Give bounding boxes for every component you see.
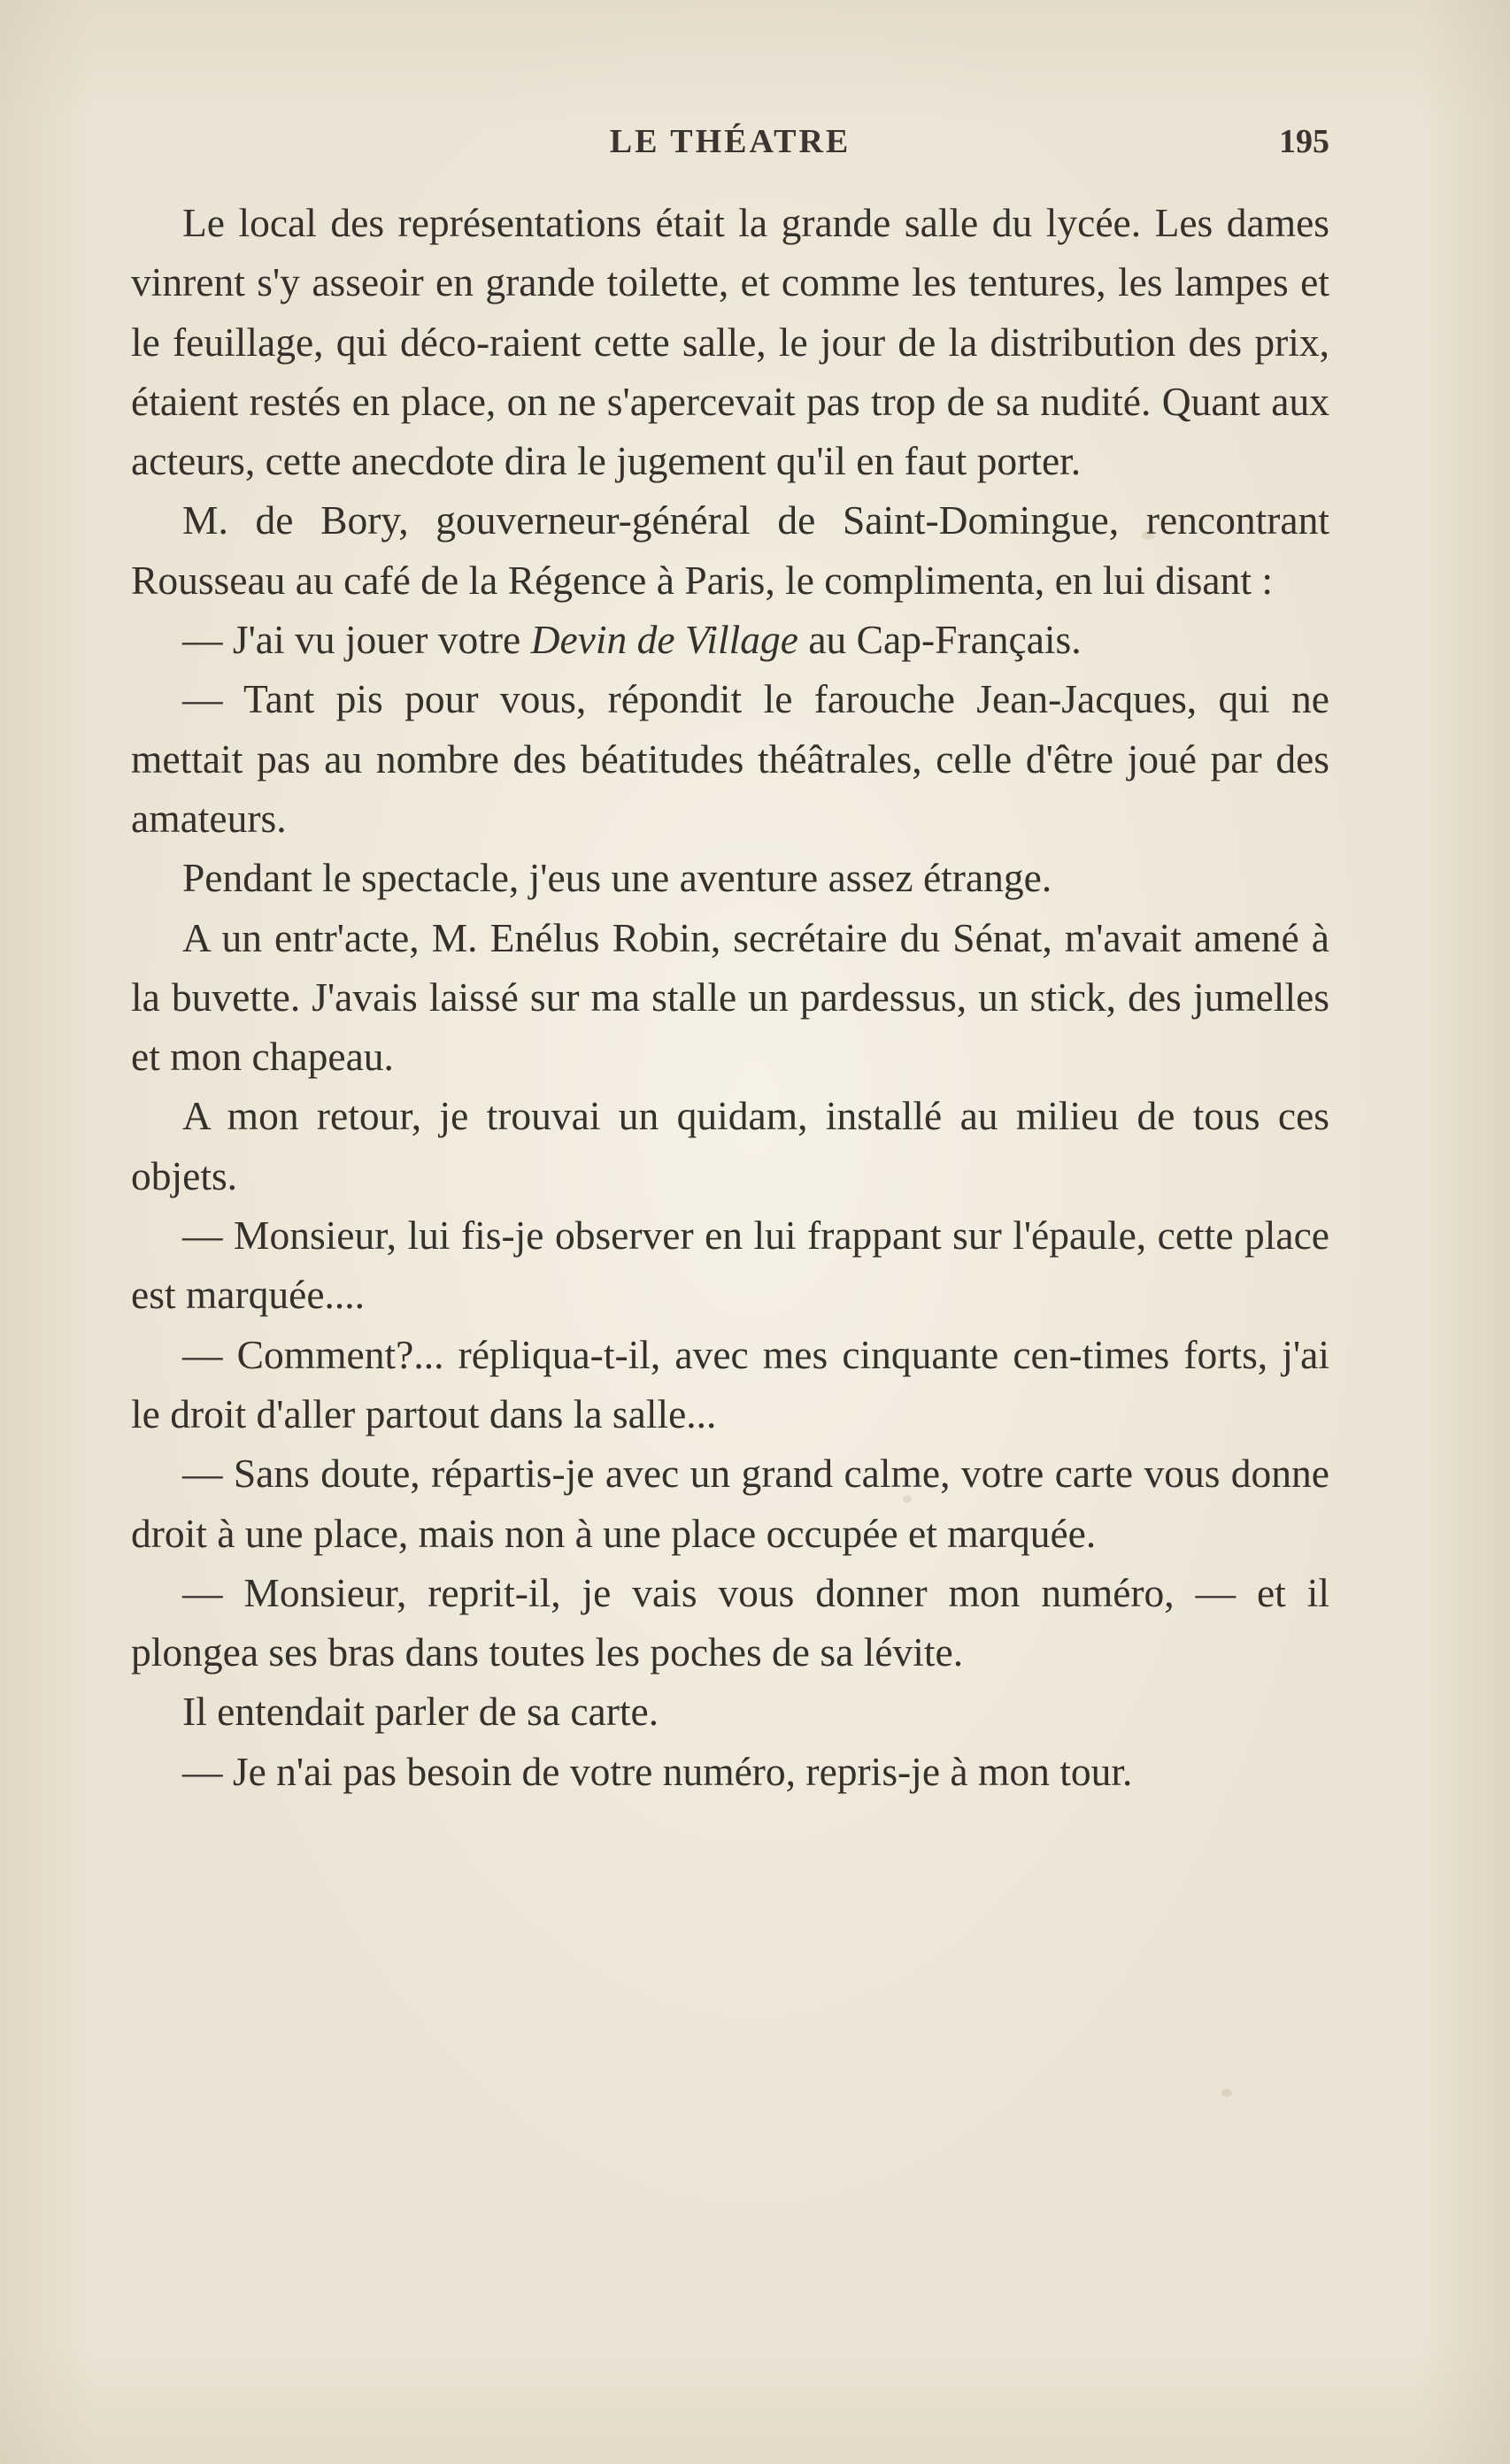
paragraph: A un entr'acte, M. Enélus Robin, secrétaire du Sénat, m'avait amené à la buvette. J'avais laissé sur ma stalle un pardessus, un stick, des jumelles et mon chapeau. <box>131 914 1329 1080</box>
paragraph: — Comment?... répliqua-t-il, avec mes cinquante cen-times forts, j'ai le droit d'aller partout dans la salle... <box>131 1331 1329 1436</box>
dialogue-text: au Cap-Français. <box>797 617 1082 663</box>
paragraph: — Tant pis pour vous, répondit le farouche Jean-Jacques, qui ne mettait pas au nombre des béatitudes théâtrales, celle d'être joué par des amateurs. <box>131 676 1329 841</box>
paragraph: — Monsieur, reprit-il, je vais vous donner mon numéro, — et il plongea ses bras dans toutes les poches de sa lévite. <box>131 1569 1329 1675</box>
paragraph: A mon retour, je trouvai un quidam, installé au milieu de tous ces objets. <box>131 1093 1329 1198</box>
paragraph: Le local des représentations était la grande salle du lycée. Les dames vinrent s'y asseoir en grande toilette, et comme les tentures, les lampes et le feuillage, qui déco-raient cette salle, le jour de la distribution des prix, étaient restés en place, on ne s'apercevait pas trop de sa nudité. Quant aux acteurs, cette anecdote dira le jugement qu'il en faut porter. <box>131 200 1329 484</box>
paragraph: — Sans doute, répartis-je avec un grand calme, votre carte vous donne droit à une place, mais non à une place occupée et marquée. <box>131 1451 1329 1556</box>
paragraph: Il entendait parler de sa carte. <box>182 1689 659 1735</box>
paper-foxing-spot <box>1221 2089 1232 2097</box>
body-text <box>131 193 1329 1801</box>
page-header <box>131 122 1329 175</box>
page-number: 195 <box>1279 123 1329 160</box>
paragraph: — Monsieur, lui fis-je observer en lui frappant sur l'épaule, cette place est marquée.... <box>131 1213 1329 1318</box>
running-title: LE THÉATRE <box>609 123 851 160</box>
paragraph: — Je n'ai pas besoin de votre numéro, repris-je à mon tour. <box>182 1748 1133 1794</box>
paragraph <box>131 610 1329 669</box>
dialogue-text: — J'ai vu jouer votre <box>182 617 531 663</box>
work-title-italic: Devin de Village <box>530 617 798 663</box>
paragraph: Pendant le spectacle, j'eus une aventure assez étrange. <box>182 855 1052 901</box>
paragraph: M. de Bory, gouverneur-général de Saint-Domingue, rencontrant Rousseau au café de la Régence à Paris, le complimenta, en lui disant : <box>131 497 1329 603</box>
